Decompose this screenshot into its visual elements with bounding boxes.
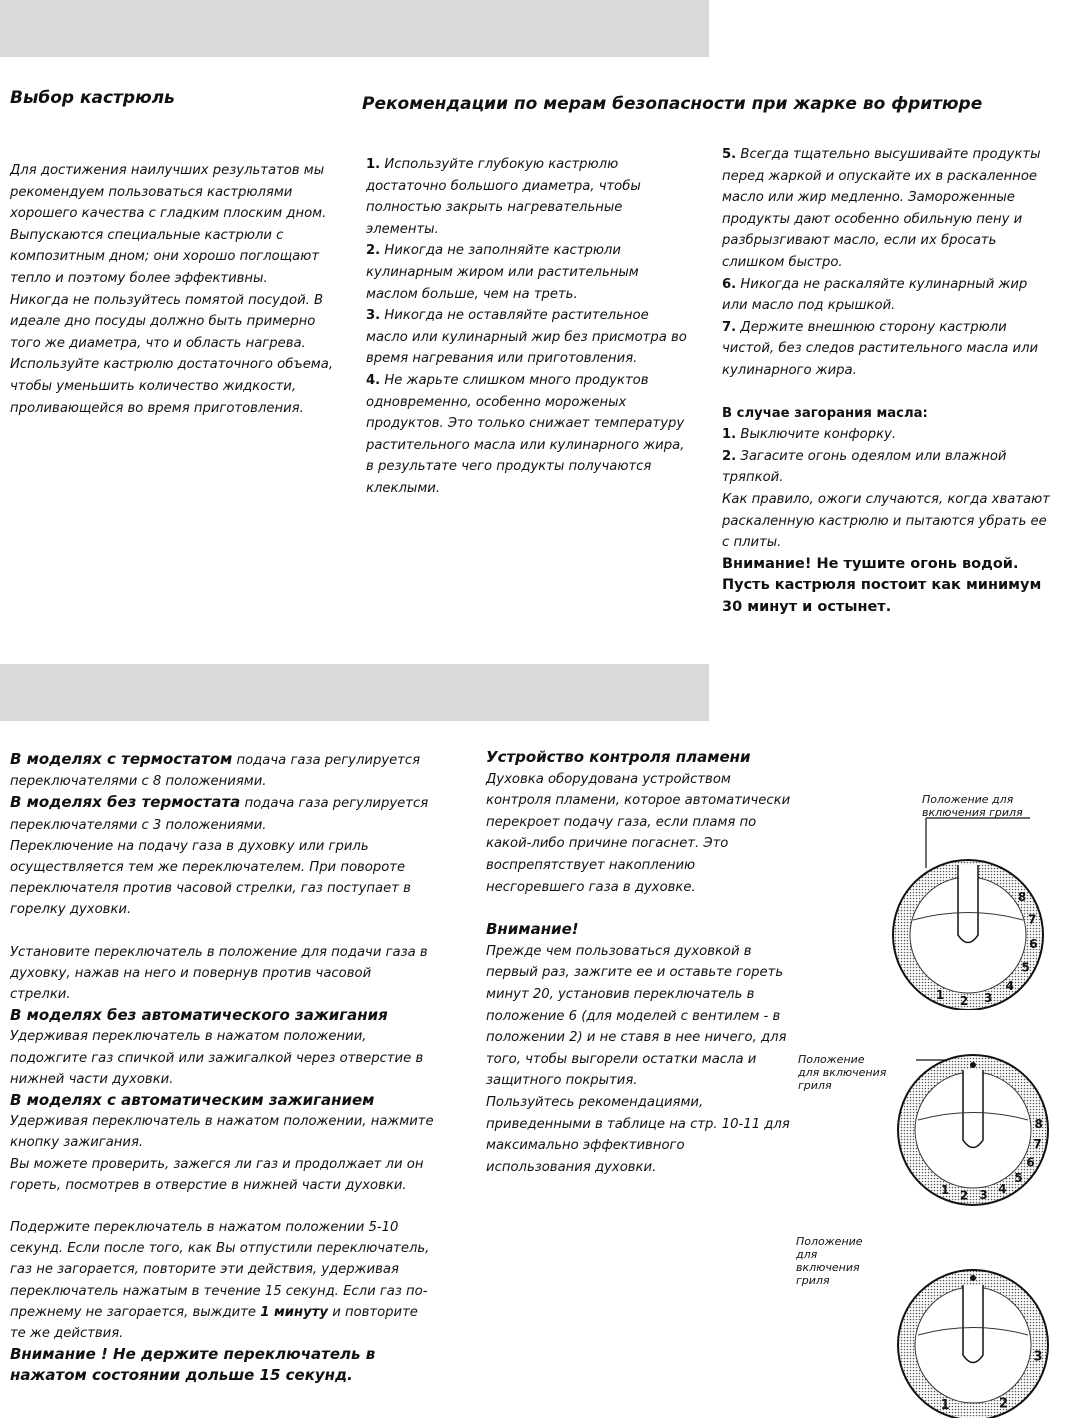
dial-number: 2 (959, 993, 969, 1008)
dial-number: 5 (1021, 960, 1030, 975)
dial-number: 1 (940, 1182, 950, 1197)
safety-list-2 (722, 144, 1057, 618)
dial-number: 8 (1017, 890, 1027, 905)
final-warning: Внимание ! Не держите переключатель в нажатом состоянии дольше 15 секунд. (10, 1345, 376, 1385)
paragraph: Духовка оборудована устройством контроля пламени, которое автоматически перекроет подачу газа, если пламя по какой-либо причине погаснет. Это воспрепятствует накоплению несгоревшего газа в духовке. (486, 771, 791, 895)
header-band-middle (0, 664, 709, 721)
dial-number: 7 (1033, 1136, 1042, 1151)
paragraph: Прежде чем пользоваться духовкой в первый раз, зажгите ее и оставьте гореть минут 20, установив переключатель в положение 6 (для моделей с вентилем - в положении 2) и не ставя в нее ничего, для того, чтобы выгорели остатки масла и защитного покрытия. (486, 943, 787, 1089)
list-item: 7. Держите внешнюю сторону кастрюли чистой, без следов растительного масла или кулинарного жира. (722, 319, 1039, 378)
list-item: 5. Всегда тщательно высушивайте продукты перед жаркой и опускайте их в раскаленное масло или жир медленно. Замороженные продукты дают особенно обильную пену и разбрызгивают масло, если их бросать слишком быстро. (722, 147, 1041, 270)
oven-knob-diagram (888, 1240, 1068, 1418)
list-item: 6. Никогда не раскаляйте кулинарный жир или масло под крышкой. (722, 276, 1028, 314)
dial-number: 2 (998, 1396, 1009, 1412)
paragraph: Никогда не пользуйтесь помятой посудой. В идеале дно посуды должно быть примерно того же диаметра, что и область нагрева. (10, 292, 324, 351)
dial-number: 3 (979, 1188, 988, 1203)
gas-control-text (10, 749, 435, 1387)
list-item: 2. Загасите огонь одеялом или влажной тряпкой. (722, 448, 1007, 486)
grill-position-label-2: Положение для включения гриля (798, 1053, 887, 1092)
dial-number: 5 (1014, 1170, 1023, 1185)
paragraph: Пользуйтесь рекомендациями, приведенными в таблице на стр. 10-11 для максимально эффективного использования духовки. (486, 1094, 790, 1175)
oven-knob-diagram (888, 810, 1068, 1010)
paragraph: В моделях с термостатом подача газа регулируется переключателями с 8 положениями. (10, 750, 421, 790)
list-item: 1. Выключите конфорку. (722, 427, 897, 443)
list-item: 4. Не жарьте слишком много продуктов одновременно, особенно мороженых продуктов. Это только снижает температуру растительного масла или кулинарного жира, в результате чего продукты получаются клеклыми. (366, 372, 685, 496)
dial-number: 6 (1029, 937, 1038, 951)
list-item: 1. Используйте глубокую кастрюлю достаточно большого диаметра, чтобы полностью закрыть нагревательные элементы. (366, 157, 641, 237)
dial-number: 3 (1033, 1349, 1043, 1365)
dial-number: 4 (998, 1182, 1007, 1197)
paragraph: В моделях без термостата подача газа регулируется переключателями с 3 положениями. (10, 793, 429, 833)
grill-position-label-1: Положение для включения гриля (922, 793, 1023, 819)
dial-number: 4 (1005, 979, 1014, 994)
list-item: 3. Никогда не оставляйте растительное масло или кулинарный жир без присмотра во время нагревания или приготовления. (366, 308, 687, 367)
header-band-top (0, 0, 709, 57)
grill-position-label-3: Положение для включения гриля (796, 1235, 863, 1287)
paragraph: Используйте кастрюлю достаточного объема, чтобы уменьшить количество жидкости, проливающейся во время приготовления. (10, 357, 334, 416)
paragraph: Подержите переключатель в нажатом положении 5-10 секунд. Если после того, как Вы отпустили переключатель, газ не загорается, повторите эти действия, удерживая переключатель нажатым в течение 15 секунд. Если газ по-прежнему не загорается, выждите 1 минуту и повторите те же действия. (10, 1220, 430, 1342)
paragraph: Удерживая переключатель в нажатом положении, нажмите кнопку зажигания. (10, 1114, 434, 1151)
pan-selection-text (10, 160, 345, 419)
dial-number: 8 (1034, 1117, 1043, 1132)
heading-pan-selection: Выбор кастрюль (10, 88, 175, 108)
fire-heading: В случае загорания масла: (722, 405, 928, 421)
heading-no-auto-ignition: В моделях без автоматического зажигания (10, 1006, 388, 1025)
flame-control-text (486, 747, 791, 1178)
fire-note: Как правило, ожоги случаются, когда хватают раскаленную кастрюлю и пытаются убрать ее с плиты. (722, 491, 1050, 551)
dial-number: 2 (959, 1188, 969, 1203)
dial-number: 6 (1026, 1155, 1035, 1170)
paragraph: Переключение на подачу газа в духовку или гриль осуществляется тем же переключателем. При повороте переключателя против часовой стрелки, газ поступает в горелку духовки. (10, 838, 411, 918)
paragraph: Вы можете проверить, зажегся ли газ и продолжает ли он гореть, посмотрев в отверстие в нижней части духовки. (10, 1156, 424, 1193)
fire-warning: Внимание! Не тушите огонь водой. Пусть кастрюля постоит как минимум 30 минут и остынет. (722, 555, 1042, 615)
heading-auto-ignition: В моделях с автоматическим зажиганием (10, 1091, 375, 1110)
dial-number: 1 (940, 1397, 950, 1413)
heading-flame-control: Устройство контроля пламени (486, 748, 751, 766)
paragraph: Установите переключатель в положение для подачи газа в духовку, нажав на него и повернув против часовой стрелки. (10, 944, 428, 1003)
dial-number: 3 (984, 990, 993, 1005)
dial-number: 1 (935, 987, 945, 1002)
dial-number: 7 (1028, 912, 1037, 927)
list-item: 2. Никогда не заполняйте кастрюли кулинарным жиром или растительным маслом больше, чем на треть. (366, 243, 639, 302)
paragraph: Удерживая переключатель в нажатом положении, подожгите газ спичкой или зажигалкой через отверстие в нижней части духовки. (10, 1029, 424, 1087)
heading-deep-fry-safety: Рекомендации по мерам безопасности при жарке во фритюре (362, 94, 983, 114)
safety-list-1 (366, 154, 694, 500)
paragraph: Для достижения наилучших результатов мы рекомендуем пользоваться кастрюлями хорошего качества с гладким плоским дном. Выпускаются специальные кастрюли с композитным дном; они хорошо поглощают тепло и поэтому более эффективны. (10, 163, 327, 286)
oven-knob-diagram (888, 1030, 1068, 1220)
heading-attention: Внимание! (486, 920, 579, 939)
